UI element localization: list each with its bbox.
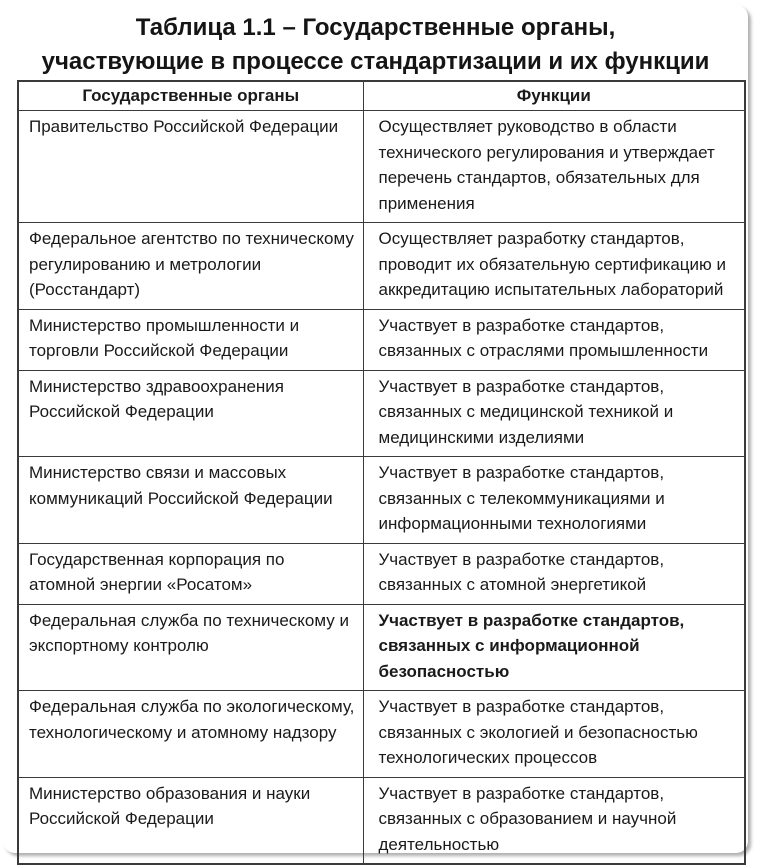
- organ-cell: Правительство Российской Федерации: [18, 111, 363, 223]
- organ-cell: Министерство здравоохранения Российской Федерации: [18, 370, 363, 457]
- table-row: [18, 543, 745, 604]
- table-row: [18, 691, 745, 778]
- organ-cell: Министерство связи и массовых коммуникаций Российской Федерации: [18, 457, 363, 544]
- page-frame: [3, 5, 748, 853]
- organ-cell: Государственная корпорация по атомной энергии «Росатом»: [18, 543, 363, 604]
- function-cell: Участвует в разработке стандартов, связанных с образованием и научной деятельностью: [363, 777, 745, 864]
- table-row: [18, 223, 745, 310]
- function-cell: Участвует в разработке стандартов, связанных с телекоммуникациями и информационными технологиями: [363, 457, 745, 544]
- header-row: [18, 81, 745, 111]
- table-row: [18, 309, 745, 370]
- header-organs: Государственные органы: [18, 81, 363, 111]
- function-cell: Участвует в разработке стандартов, связанных с отраслями промышленности: [363, 309, 745, 370]
- organ-cell: Федеральное агентство по техническому регулированию и метрологии (Росстандарт): [18, 223, 363, 310]
- organ-cell: Федеральная служба по техническому и экспортному контролю: [18, 604, 363, 691]
- function-cell: Участвует в разработке стандартов, связанных с экологией и безопасностью технологических процессов: [363, 691, 745, 778]
- header-functions: Функции: [363, 81, 745, 111]
- organ-cell: Министерство образования и науки Российской Федерации: [18, 777, 363, 864]
- function-cell: Участвует в разработке стандартов, связанных с атомной энергетикой: [363, 543, 745, 604]
- table-row: [18, 457, 745, 544]
- function-cell: Участвует в разработке стандартов, связанных с медицинской техникой и медицинскими изделиями: [363, 370, 745, 457]
- organ-cell: Федеральная служба по экологическому, технологическому и атомному надзору: [18, 691, 363, 778]
- function-cell: Участвует в разработке стандартов, связанных с информационной безопасностью: [363, 604, 745, 691]
- table-row: [18, 777, 745, 864]
- table-row: [18, 604, 745, 691]
- table-caption-line1: Таблица 1.1 – Государственные органы,: [135, 14, 616, 41]
- organ-cell: Министерство промышленности и торговли Российской Федерации: [18, 309, 363, 370]
- table-caption-line2: участвующие в процессе стандартизации и их функции: [41, 48, 710, 75]
- table-row: [18, 111, 745, 223]
- standardization-bodies-table: [17, 80, 746, 865]
- function-cell: Осуществляет руководство в области технического регулирования и утверждает перечень стандартов, обязательных для применения: [363, 111, 745, 223]
- table-row: [18, 370, 745, 457]
- function-cell: Осуществляет разработку стандартов, проводит их обязательную сертификацию и аккредитацию испытательных лабораторий: [363, 223, 745, 310]
- table-body: [18, 111, 745, 865]
- table-caption: [3, 5, 748, 79]
